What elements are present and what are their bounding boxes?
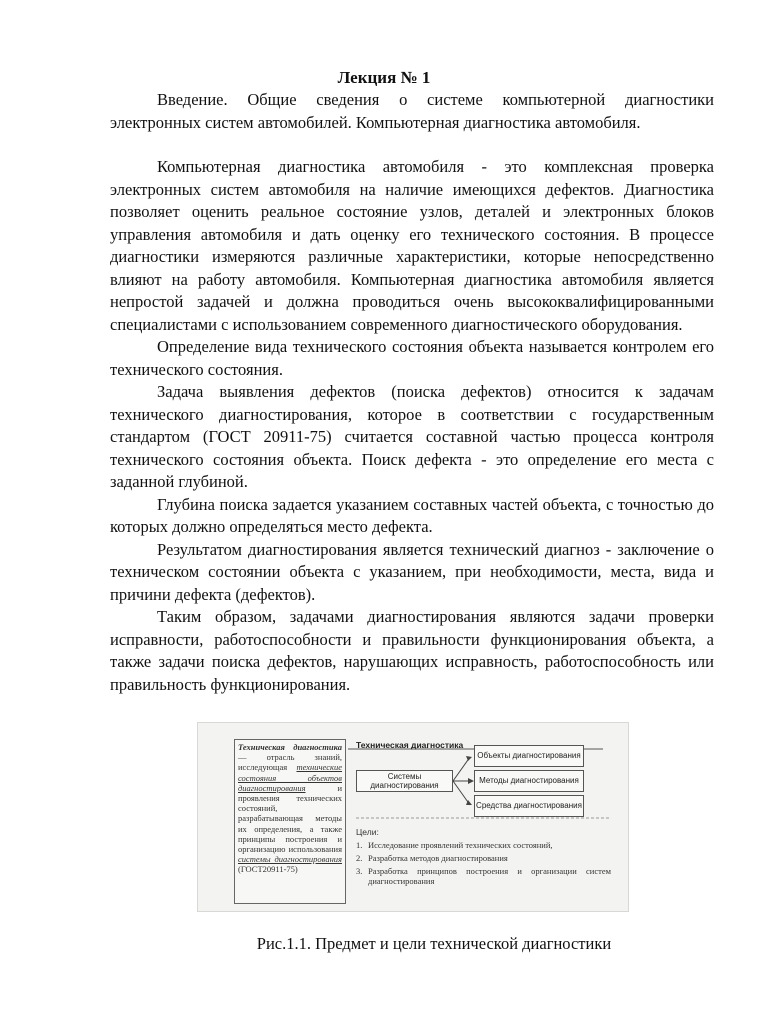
goal-item bbox=[356, 853, 611, 863]
definition-link-states: технические состояния объектов диагностирования bbox=[238, 762, 342, 793]
goal-item bbox=[356, 840, 611, 850]
definition-box bbox=[234, 739, 346, 904]
figure-header: Техническая диагностика bbox=[356, 740, 464, 750]
definition-text: и проявления технических состояний, разрабатывающая методы их определения, а также принципы построения и организацию использования bbox=[238, 782, 342, 855]
goal-number: 1. bbox=[356, 840, 363, 850]
goals-title: Цели: bbox=[356, 827, 379, 837]
diagnostics-figure bbox=[197, 722, 629, 912]
body-paragraph: Определение вида технического состояния объекта называется контролем его технического состояния. bbox=[110, 337, 714, 379]
definition-term: Техническая диагностика bbox=[238, 742, 342, 752]
body-paragraph: Задача выявления дефектов (поиска дефектов) относится к задачам технического диагностирования, которое в соответствии с государственным стандартом (ГОСТ 20911-75) считается составной частью процесса контроля технического состояния объекта. Поиск дефекта - это определение его места с заданной глубиной. bbox=[110, 382, 714, 491]
systems-box: Системы диагностирования bbox=[356, 770, 453, 792]
definition-text: (ГОСТ20911-75) bbox=[238, 864, 298, 875]
methods-box: Методы диагностирования bbox=[474, 770, 584, 792]
figure-caption: Рис.1.1. Предмет и цели технической диагностики bbox=[256, 934, 612, 953]
goal-text: Разработка принципов построения и организации систем диагностирования bbox=[368, 866, 611, 886]
goal-text: Исследование проявлений технических состояний, bbox=[368, 840, 553, 850]
body-paragraph: Компьютерная диагностика автомобиля - это комплексная проверка электронных систем автомобиля на наличие имеющихся дефектов. Диагностика позволяет оценить реальное состояние узлов, деталей и электронных блоков управления автомобиля и дать оценку его технического состояния. В процессе диагностики измеряются различные характеристики, которые непосредственно влияют на работу автомобиля. Компьютерная диагностика автомобиля является непростой задачей и должна проводиться очень высококвалифицированными специалистами с использованием современного диагностического оборудования. bbox=[110, 157, 714, 334]
goal-text: Разработка методов диагностирования bbox=[368, 853, 508, 863]
lecture-title: Лекция № 1 bbox=[337, 68, 431, 87]
definition-text: — отрасль знаний, исследующая bbox=[238, 752, 342, 773]
objects-box: Объекты диагностирования bbox=[474, 745, 584, 767]
goal-number: 3. bbox=[356, 866, 363, 876]
tools-box: Средства диагностирования bbox=[474, 795, 584, 817]
goal-item bbox=[356, 866, 611, 886]
body-paragraph: Таким образом, задачами диагностирования являются задачи проверки исправности, работоспособности и правильности функционирования объекта, а также задачи поиска дефектов, нарушающих исправность, работоспособность или правильность функционирования. bbox=[110, 607, 714, 694]
intro-paragraph: Введение. Общие сведения о системе компьютерной диагностики электронных систем автомобилей. Компьютерная диагностика автомобиля. bbox=[110, 90, 714, 132]
definition-link-systems: системы диагностирования bbox=[238, 854, 342, 865]
body-paragraph: Глубина поиска задается указанием составных частей объекта, с точностью до которых должно определяться место дефекта. bbox=[110, 494, 714, 536]
lecture-body bbox=[110, 89, 714, 696]
body-paragraph: Результатом диагностирования является технический диагноз - заключение о техническом состоянии объекта с указанием, при необходимости, места, вида и причини дефекта (дефектов). bbox=[110, 539, 714, 604]
goals-list bbox=[356, 827, 611, 889]
goal-number: 2. bbox=[356, 853, 363, 863]
